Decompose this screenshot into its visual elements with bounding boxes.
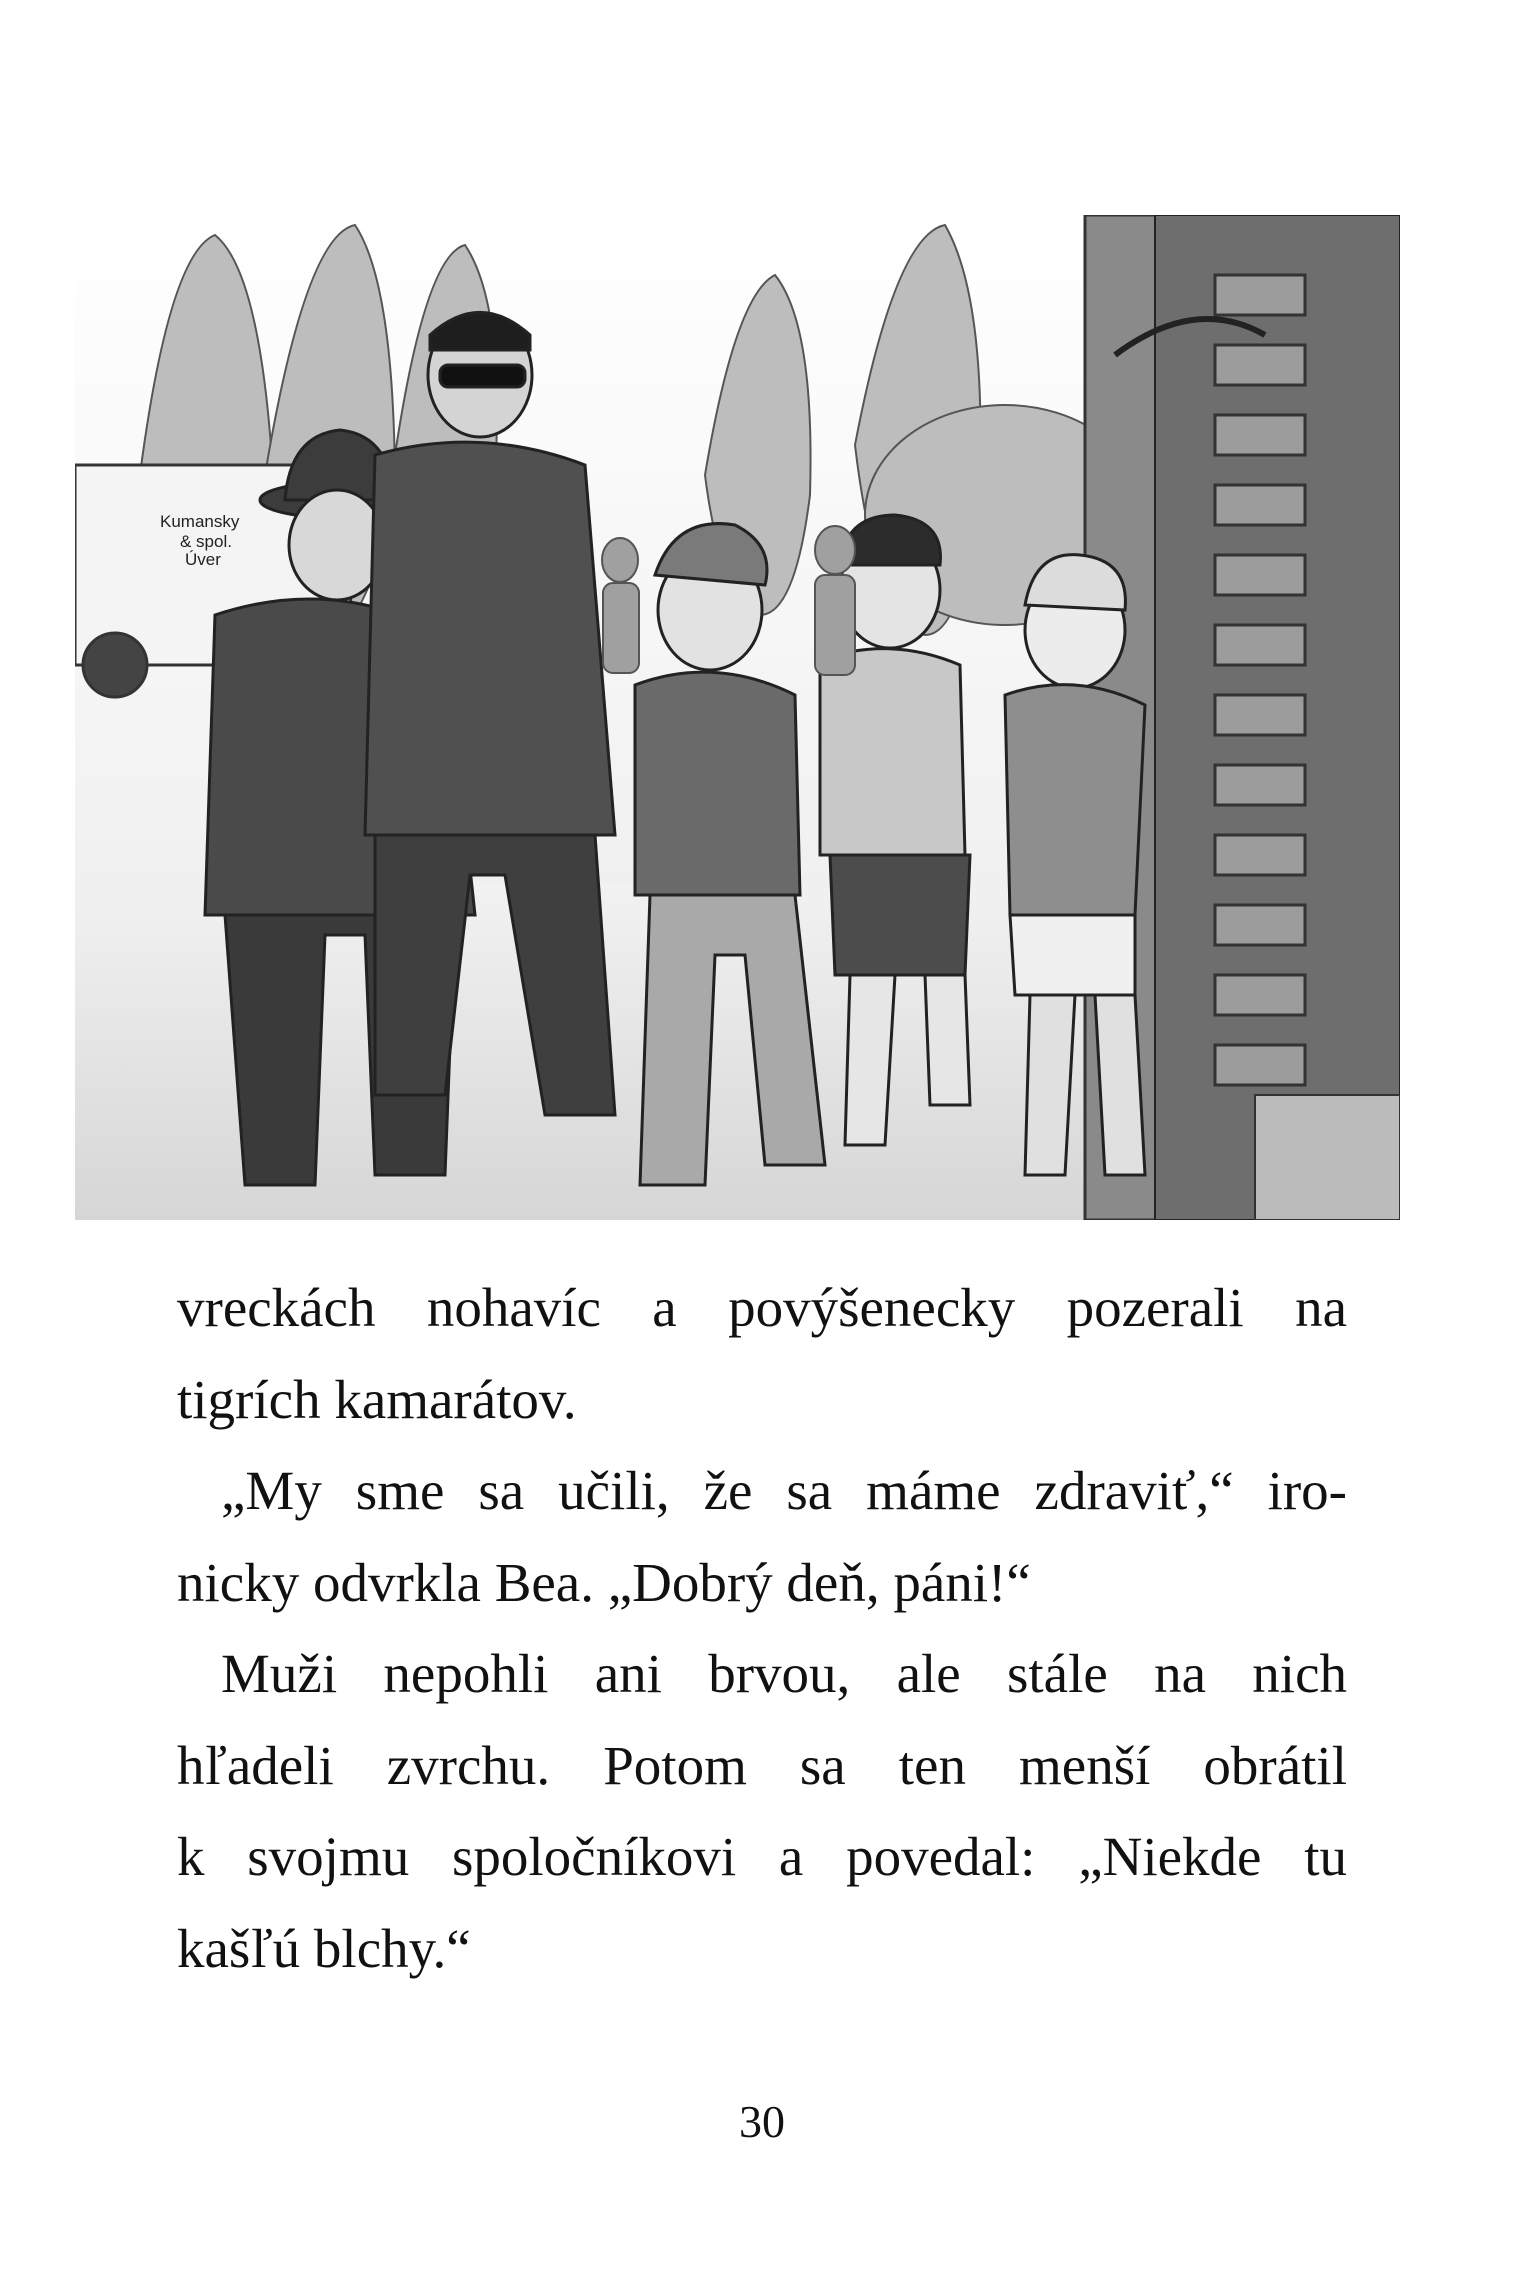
text-line-7: k svojmu spoločníkovi a povedal: „Niekde tu [177,1826,1347,1887]
story-illustration [75,215,1400,1220]
text-line-5: Muži nepohli ani brvou, ale stále na nich [221,1643,1347,1704]
van-sign-line-2: & spol. [180,532,232,551]
page-number: 30 [739,2096,785,2147]
text-line-3: „My sme sa učili, že sa máme zdraviť,“ iro- [221,1460,1347,1521]
text-line-4: nicky odvrkla Bea. „Dobrý deň, páni!“ [177,1551,1031,1613]
text-line-1: vreckách nohavíc a povýšenecky pozerali na [177,1277,1347,1338]
body-text [177,1262,1347,1994]
van-sign-line-1: Kumansky [160,512,240,531]
van-sign-line-3: Úver [185,550,221,569]
illustration-drawing [75,215,1400,1220]
text-line-6: hľadeli zvrchu. Potom sa ten menší obrátil [177,1734,1347,1796]
text-line-2: tigrích kamarátov. [177,1368,577,1430]
text-line-8: kašľú blchy.“ [177,1917,471,1979]
